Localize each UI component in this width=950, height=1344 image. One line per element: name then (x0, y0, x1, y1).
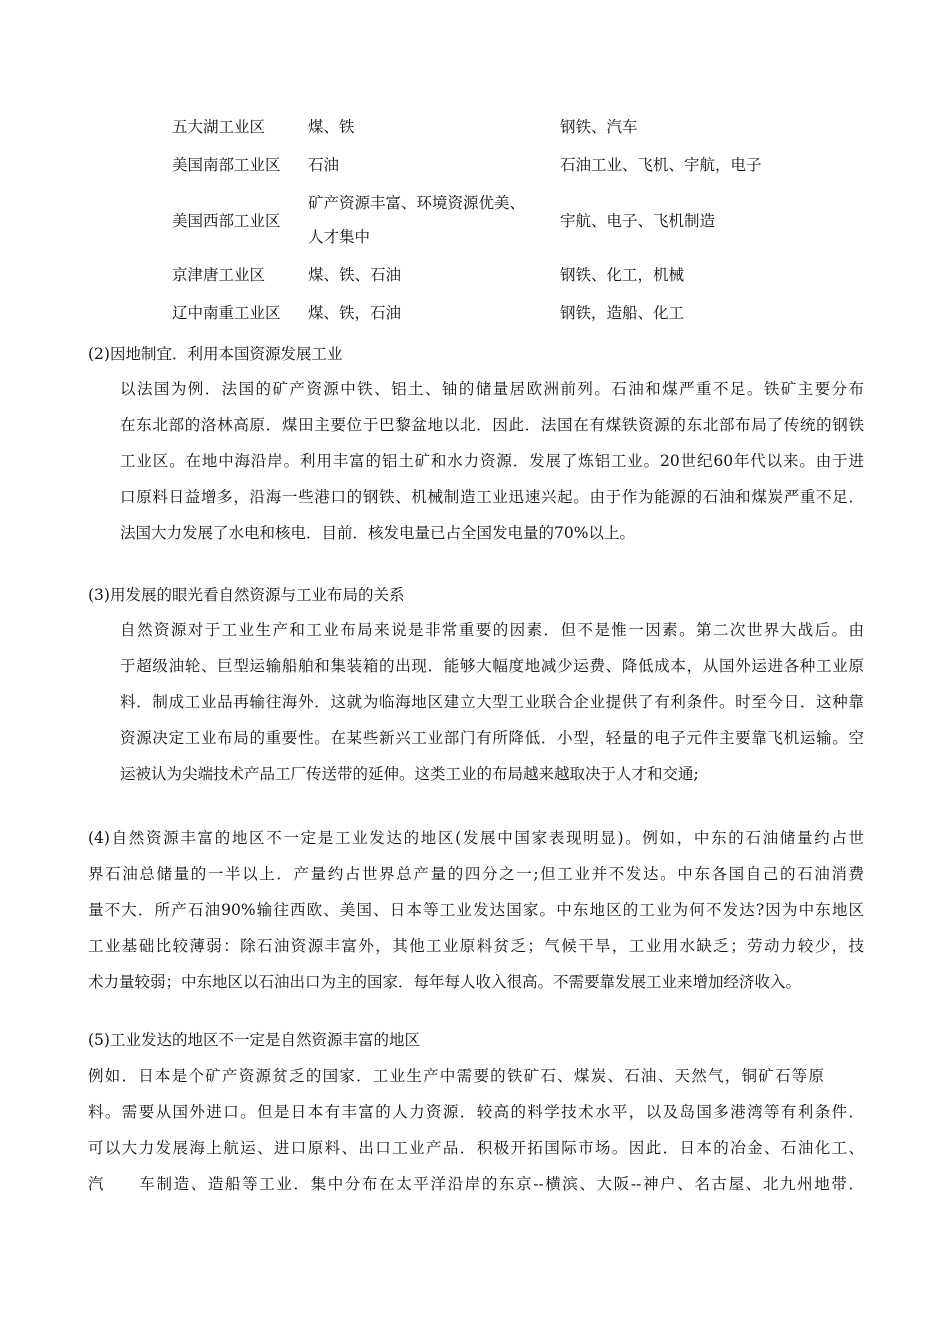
section-heading: (2)因地制宜．利用本国资源发展工业 (88, 345, 343, 363)
region-cell: 五大湖工业区 (172, 118, 266, 136)
resources-cell: 矿产资源丰富、环境资源优美、 人才集中 (308, 194, 526, 246)
resources-cell: 煤、铁 (308, 118, 355, 136)
region-cell: 京津唐工业区 (172, 266, 266, 284)
paragraph-middle-east: (4)自然资源丰富的地区不一定是工业发达的地区(发展中国家表现明显)。例如，中东的石油储量约占世 界石油总储量的一半以上．产量约占世界总产量的四分之一;但工业并不发达。中东各国自己的石油消费 量不大．所产石油90%输往西欧、美国、日本等工业发达国家。中东地区的工业为何不发达?因为中东地区 工业基础比较薄弱：除石油资源丰富外，其他工业原料贫乏；气候干旱，工业用水缺乏；劳动力较少，技 术力量较弱；中东地区以石油出口为主的国家．每年每人收入很高。不需要靠发展工业来增加经济收入。 (88, 829, 864, 991)
resources-cell: 石油 (308, 156, 340, 174)
industries-cell: 石油工业、飞机、宇航，电子 (560, 156, 762, 174)
region-cell: 美国西部工业区 (172, 212, 281, 230)
section-heading: (3)用发展的眼光看自然资源与工业布局的关系 (88, 586, 405, 604)
paragraph-development: 自然资源对于工业生产和工业布局来说是非常重要的因素．但不是惟一因素。第二次世界大战后。由 于超级油轮、巨型运输船舶和集装箱的出现．能够大幅度地减少运费、降低成本，从国外运进各种工业原 料．制成工业品再输往海外．这就为临海地区建立大型工业联合企业提供了有利条件。时至今日．这种靠 资源决定工业布局的重要性。在某些新兴工业部门有所降低．小型，轻量的电子元件主要靠飞机运输。空 运被认为尖端技术产品工厂传送带的延伸。这类工业的布局越来越取决于人才和交通; (120, 621, 864, 783)
resources-cell: 煤、铁，石油 (308, 304, 402, 322)
table-row (172, 108, 812, 146)
resources-cell: 煤、铁、石油 (308, 266, 402, 284)
table-row (172, 294, 812, 332)
region-cell: 辽中南重工业区 (172, 304, 281, 322)
section-heading: (5)工业发达的地区不一定是自然资源丰富的地区 (88, 1031, 420, 1049)
industries-cell: 钢铁、汽车 (560, 118, 638, 136)
industries-cell: 钢铁、化工，机械 (560, 266, 685, 284)
region-cell: 美国南部工业区 (172, 156, 281, 174)
table-row (172, 256, 812, 294)
table-row (172, 146, 812, 184)
paragraph-japan: 例如．日本是个矿产资源贫乏的国家．工业生产中需要的铁矿石、煤炭、石油、天然气，铜矿石等原 料。需要从国外进口。但是日本有丰富的人力资源．较高的料学技术水平，以及岛国多港湾等有利条件． 可以大力发展海上航运、进口原料、出口工业产品．积极开拓国际市场。因此．日本的冶金、石油化工、 汽 车制造、造船等工业．集中分布在太平洋沿岸的东京--横滨、大阪--神户、名古屋、北九州地带． (88, 1067, 864, 1193)
industries-cell: 宇航、电子、飞机制造 (560, 212, 716, 230)
table-row (172, 184, 812, 256)
paragraph-france: 以法国为例．法国的矿产资源中铁、铝土、铀的储量居欧洲前列。石油和煤严重不足。铁矿主要分布 在东北部的洛林高原．煤田主要位于巴黎盆地以北．因此．法国在有煤铁资源的东北部布局了传统的钢铁 工业区。在地中海沿岸。利用丰富的铝土矿和水力资源．发展了炼铝工业。20世纪60年代以来。由于进 口原料日益增多，沿海一些港口的钢铁、机械制造工业迅速兴起。由于作为能源的石油和煤炭严重不足． 法国大力发展了水电和核电．目前．核发电量已占全国发电量的70%以上。 (120, 380, 864, 542)
industrial-regions-table (172, 108, 812, 332)
industries-cell: 钢铁，造船、化工 (560, 304, 685, 322)
